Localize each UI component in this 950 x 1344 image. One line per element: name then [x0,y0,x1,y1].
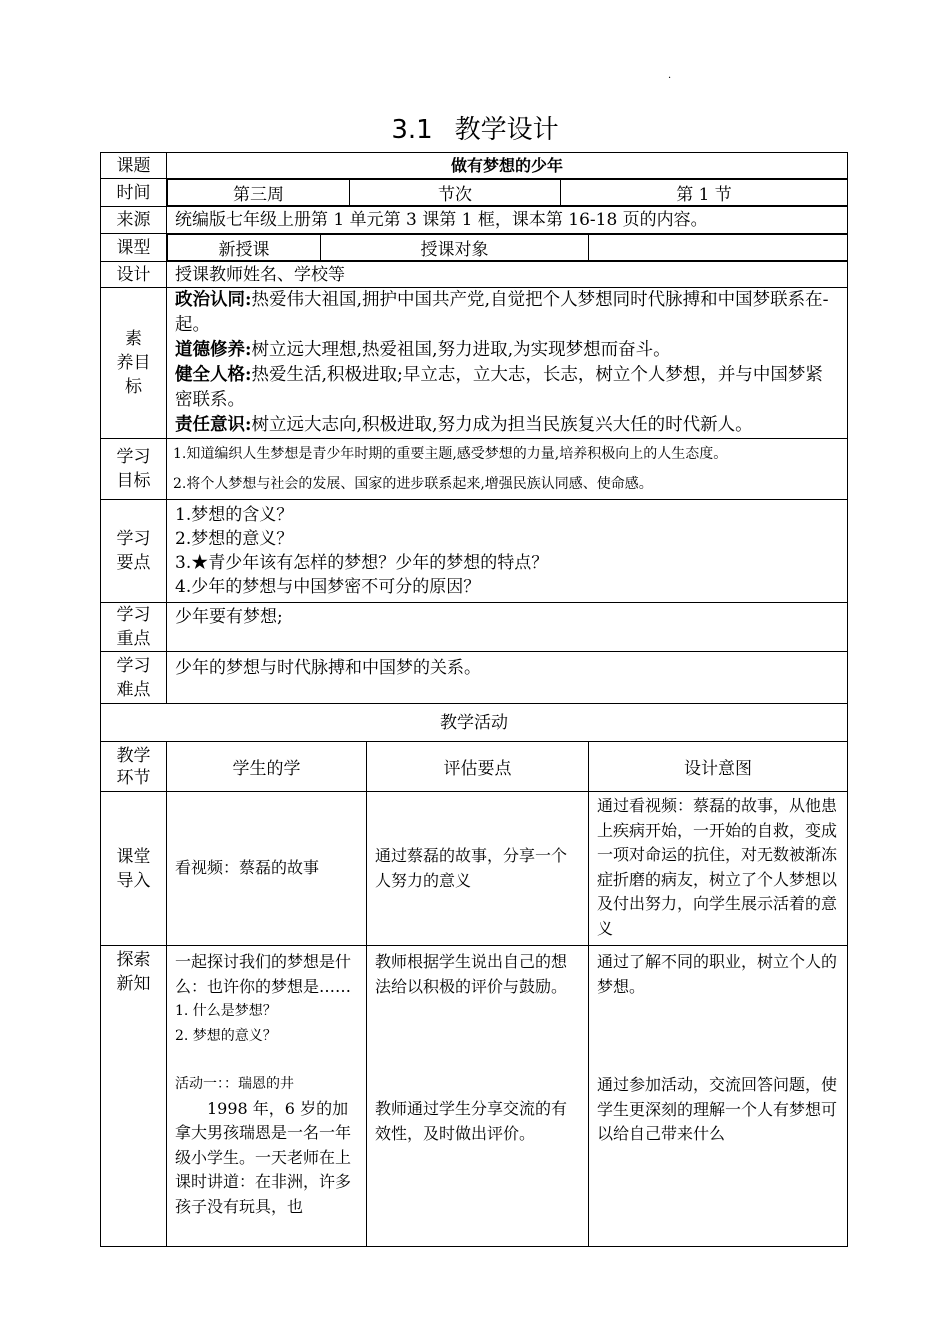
intro-label: 课堂 导入 [101,792,167,946]
point-item: 3.★青少年该有怎样的梦想？少年的梦想的特点？ [175,553,549,573]
goals-content [167,439,848,500]
activity-text: 1998 年，6 岁的加拿大男孩瑞恩是一名一年级小学生。一天老师在上课时讲道：在非洲，许多孩子没有玩具，也 [175,1098,352,1216]
intro-student: 看视频：蔡磊的故事 [167,792,367,946]
goal-item: 1.知道编织人生梦想是青少年时期的重要主题,感受梦想的力量,培养积极向上的人生态度。 [173,446,728,462]
point-item: 4.少年的梦想与中国梦密不可分的原因？ [175,577,481,597]
literacy-content [167,288,848,439]
explore-question-1: 1. 什么是梦想？ [175,1003,277,1019]
goal-item: 2.将个人梦想与社会的发展、国家的进步联系起来,增强民族认同感、使命感。 [173,476,653,492]
header-dot: · [668,73,672,84]
point-item: 2.梦想的意义？ [175,529,294,549]
row-activities-header [101,742,848,792]
col-intent: 设计意图 [589,742,848,792]
audience-label: 授课对象 [321,235,589,261]
title-text: 教学设计 [454,115,559,145]
row-explore [101,946,848,1247]
type-value: 新授课 [168,235,321,261]
lesson-plan-table [100,152,848,1247]
row-type [101,234,848,262]
explore-intent [589,946,848,1247]
goals-label: 学习 目标 [101,439,167,500]
row-difficult [101,652,848,704]
difficult-label: 学习 难点 [101,652,167,704]
row-points [101,500,848,603]
explore-eval-1: 教师根据学生说出自己的想法给以积极的评价与鼓励。 [375,952,568,996]
topic-label: 课题 [101,153,167,179]
page-title [0,112,950,148]
explore-label: 探索 新知 [101,946,167,1247]
literacy-item: 政治认同:热爱伟大祖国,拥护中国共产党,自觉把个人梦想同时代脉搏和中国梦联系在-起。 [175,290,829,335]
row-literacy [101,288,848,439]
row-activities-title [101,704,848,742]
col-stage: 教学 环节 [101,742,167,792]
intro-intent: 通过看视频：蔡磊的故事，从他患上疾病开始，一开始的自救，变成一项对命运的抗住，对无数被渐冻症折磨的病友，树立了个人梦想以及付出努力，向学生展示活着的意义 [589,792,848,946]
activity-title: 活动一：：瑞恩的井 [175,1076,294,1092]
col-student: 学生的学 [167,742,367,792]
title-number: 3.1 [391,115,433,145]
type-label: 课型 [101,234,167,262]
points-content [167,500,848,603]
source-value: 统编版七年级上册第 1 单元第 3 课第 1 框，课本第 16-18 页的内容。 [167,207,848,234]
source-label: 来源 [101,207,167,234]
intro-eval: 通过蔡磊的故事，分享一个人努力的意义 [367,792,589,946]
time-week: 第三周 [168,180,350,206]
explore-intro-text: 一起探讨我们的梦想是什么：也许你的梦想是…… [175,952,352,996]
row-goals [101,439,848,500]
literacy-item: 健全人格:热爱生活,积极进取;早立志，立大志，长志，树立个人梦想，并与中国梦紧密联系。 [175,365,823,410]
literacy-label: 素 养目 标 [101,288,167,439]
difficult-value: 少年的梦想与时代脉搏和中国梦的关系。 [167,652,848,704]
explore-intent-2: 通过参加活动，交流回答问题，使学生更深刻的理解一个人有梦想可以给自己带来什么 [597,1075,838,1143]
row-key [101,603,848,652]
design-value: 授课教师姓名、学校等 [167,262,848,288]
audience-value [589,235,848,261]
explore-intent-1: 通过了解不同的职业，树立个人的梦想。 [597,952,838,996]
activities-title: 教学活动 [101,704,848,742]
literacy-item: 道德修养:树立远大理想,热爱祖国,努力进取,为实现梦想而奋斗。 [175,340,671,360]
points-label: 学习 要点 [101,500,167,603]
row-time [101,179,848,207]
key-value: 少年要有梦想; [167,603,848,652]
explore-student [167,946,367,1247]
row-topic [101,153,848,179]
point-item: 1.梦想的含义？ [175,505,294,525]
time-period-label: 节次 [350,180,561,206]
explore-eval [367,946,589,1247]
explore-eval-2: 教师通过学生分享交流的有效性，及时做出评价。 [375,1099,568,1143]
row-design [101,262,848,288]
explore-question-2: 2. 梦想的意义？ [175,1027,277,1044]
design-label: 设计 [101,262,167,288]
key-label: 学习 重点 [101,603,167,652]
col-eval: 评估要点 [367,742,589,792]
literacy-item: 责任意识:树立远大志向,积极进取,努力成为担当民族复兴大任的时代新人。 [175,415,753,435]
row-source [101,207,848,234]
row-intro [101,792,848,946]
topic-value: 做有梦想的少年 [167,153,848,179]
time-label: 时间 [101,179,167,207]
time-period-value: 第 1 节 [561,180,848,206]
